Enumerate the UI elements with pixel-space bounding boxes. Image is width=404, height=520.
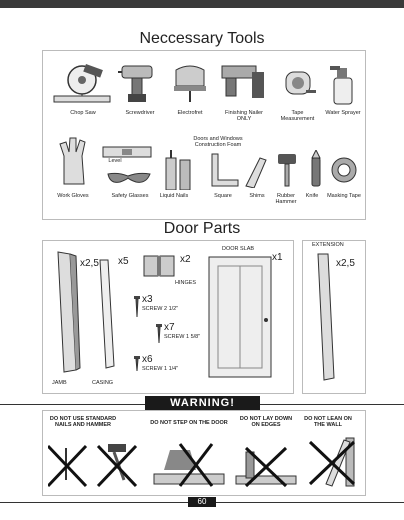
tool-label: Water Sprayer [325,110,361,116]
tool-label: Electrofret [177,110,203,116]
lean-on-wall-crossed-icon [306,436,360,488]
caulk-tube-icon [164,150,194,190]
screw2-qty: x7 [164,322,175,333]
level-icon [102,145,152,159]
screw3-qty: x6 [142,354,153,365]
tool-label: Chop Saw [70,110,96,116]
tool-label: Finishing Nailer ONLY [225,110,263,122]
jamb-qty: x2,5 [80,258,99,269]
warning-label: DO NOT STEP ON THE DOOR [150,420,228,426]
screw3-label: SCREW 1 1/4" [142,366,179,372]
nail-hammer-crossed-icon [48,436,138,488]
parts-title: Door Parts [163,220,241,237]
door-slab-icon [208,256,272,378]
jamb-icon [52,250,82,375]
tool-label: Level [108,158,122,164]
screw-icon [155,324,163,344]
masking-tape-icon [330,156,358,184]
warning-label: DO NOT USE STANDARD NAILS AND HAMMER [49,416,117,428]
screwdriver-icon [118,60,158,105]
tool-label: Knife [305,193,319,199]
spray-bottle-icon [328,62,358,106]
foot-on-door-crossed-icon [150,440,230,488]
extension-qty: x2,5 [336,258,355,269]
tool-label: Safety Glasses [111,193,149,199]
tool-label: Screwdriver [125,110,155,116]
casing-label: CASING [92,380,114,386]
hinges-qty: x2 [180,254,191,265]
jigsaw-icon [170,62,210,104]
tape-measure-icon [284,66,316,98]
mallet-icon [276,152,298,188]
casing-icon [96,258,118,370]
chop-saw-icon [52,60,112,108]
knife-icon [306,150,326,188]
tools-title: Neccessary Tools [139,30,265,47]
nailer-icon [218,62,268,104]
warning-title: WARNING! [145,396,260,411]
shims-icon [244,156,270,188]
screw-icon [133,356,141,372]
slab-label: DOOR SLAB [222,246,255,252]
hinges-label: HINGES [175,280,197,286]
screw2-label: SCREW 1 5/8" [164,334,201,340]
gloves-icon [56,136,90,186]
tool-label: Masking Tape [327,193,361,199]
jamb-label: JAMB [52,380,67,386]
screw-icon [133,296,141,318]
tool-label: Tape Measurement [280,110,315,122]
hinge-icon [142,254,176,278]
page-number: 60 [188,497,216,507]
tool-label: Square [214,193,232,199]
slab-qty: x1 [272,252,283,263]
glasses-icon [106,170,152,186]
casing-qty: x5 [118,256,129,267]
door-on-edge-crossed-icon [232,446,302,488]
tool-label: Shims [249,193,265,199]
tool-label: Liquid Nails [159,193,189,199]
screw1-qty: x3 [142,294,153,305]
screw1-label: SCREW 2 1/2" [142,306,179,312]
tool-label: Work Gloves [57,193,89,199]
tool-label: Rubber Hammer [275,193,297,205]
warning-label: DO NOT LAY DOWN ON EDGES [239,416,293,428]
tool-label: Doors and Windows Construction Foam [193,136,243,148]
top-bar [0,0,404,8]
square-icon [210,152,240,188]
extension-icon [316,252,336,382]
extension-label: EXTENSION [312,242,344,248]
warning-label: DO NOT LEAN ON THE WALL [304,416,352,428]
